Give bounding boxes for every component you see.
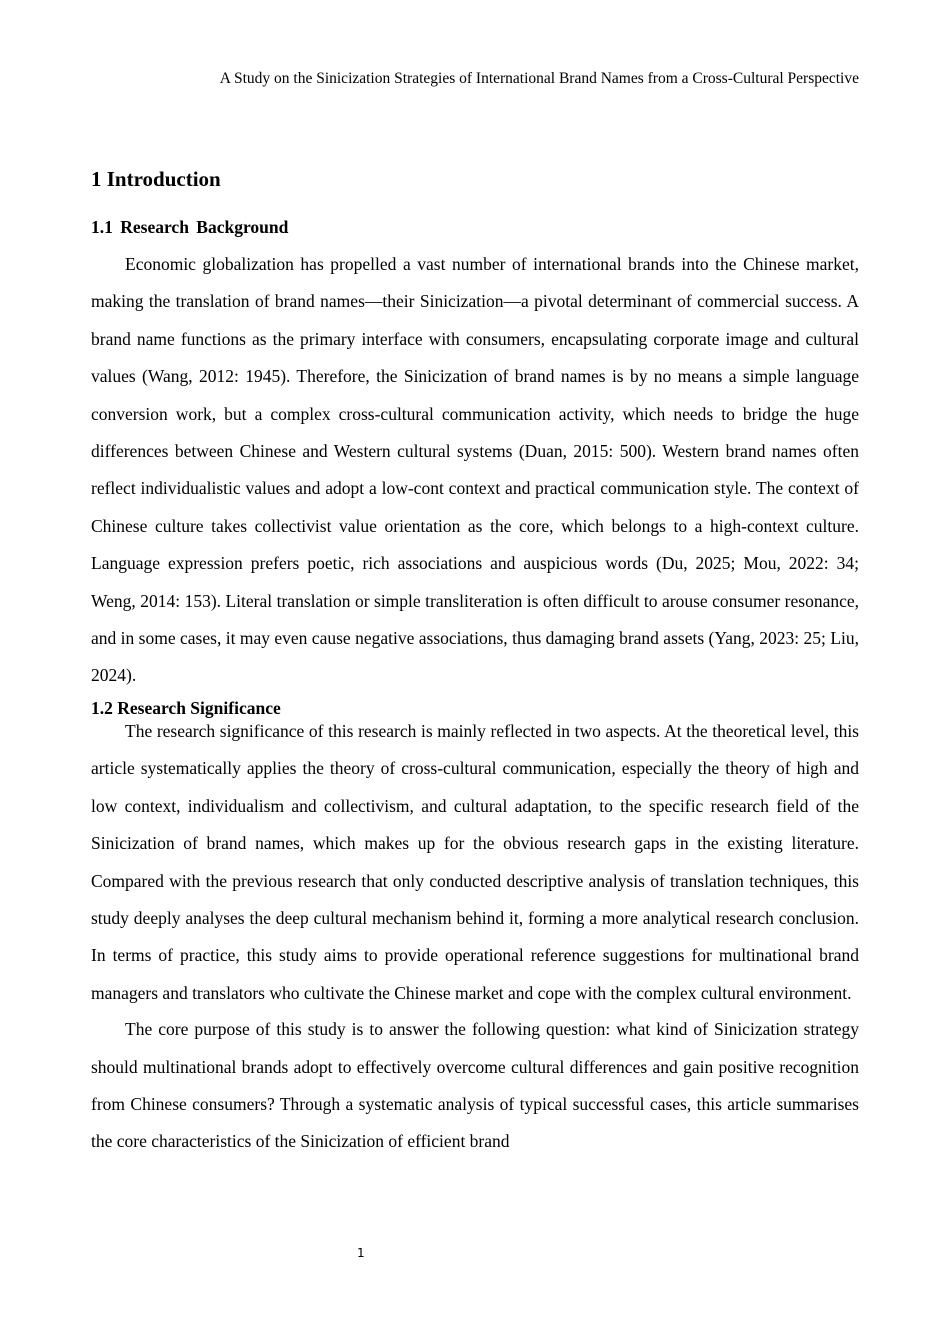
page-number: 1 [357,1246,365,1260]
paragraph-study-purpose: The core purpose of this study is to answer the following question: what kind of Sinicization strategy should multinational brands adopt to effectively overcome cultural differences and gain positive recognition from Chinese consumers? Through a systematic analysis of typical successful cases, this article summarises the core characteristics of the Sinicization of efficient brand [91,1019,859,1152]
paragraph-research-significance: The research significance of this research is mainly reflected in two aspects. At the theoretical level, this article systematically applies the theory of cross-cultural communication, especially the theory of high and low context, individualism and collectivism, and cultural adaptation, to the specific research field of the Sinicization of brand names, which makes up for the obvious research gaps in the existing literature. Compared with the previous research that only conducted descriptive analysis of translation techniques, this study deeply analyses the deep cultural mechanism behind it, forming a more analytical research conclusion. In terms of practice, this study aims to provide operational reference suggestions for multinational brand managers and translators who cultivate the Chinese market and cope with the complex cultural environment. [91,720,859,1003]
paragraph-research-background: Economic globalization has propelled a vast number of international brands into the Chinese market, making the translation of brand names—their Sinicization—a pivotal determinant of commercial success. A brand name functions as the primary interface with consumers, encapsulating corporate image and cultural values (Wang, 2012: 1945). Therefore, the Sinicization of brand names is by no means a simple language conversion work, but a complex cross-cultural communication activity, which needs to bridge the huge differences between Chinese and Western cultural systems (Duan, 2015: 500). Western brand names often reflect individualistic values and adopt a low-cont context and practical communication style. The context of Chinese culture takes collectivist value orientation as the core, which belongs to a high-context culture. Language expression prefers poetic, rich associations and auspicious words (Du, 2025; Mou, 2022: 34; Weng, 2014: 153). Literal translation or simple transliteration is often difficult to arouse consumer resonance, and in some cases, it may even cause negative associations, thus damaging brand assets (Yang, 2023: 25; Liu, 2024). [91,254,859,686]
chapter-title: 1 Introduction [91,167,221,191]
section-title-research-significance: 1.2 Research Significance [91,697,281,718]
section-title-research-background: 1.1 Research Background [91,217,289,237]
running-header: A Study on the Sinicization Strategies of International Brand Names from a Cross-Cultural Perspective [219,70,859,87]
document-body [91,165,859,1161]
